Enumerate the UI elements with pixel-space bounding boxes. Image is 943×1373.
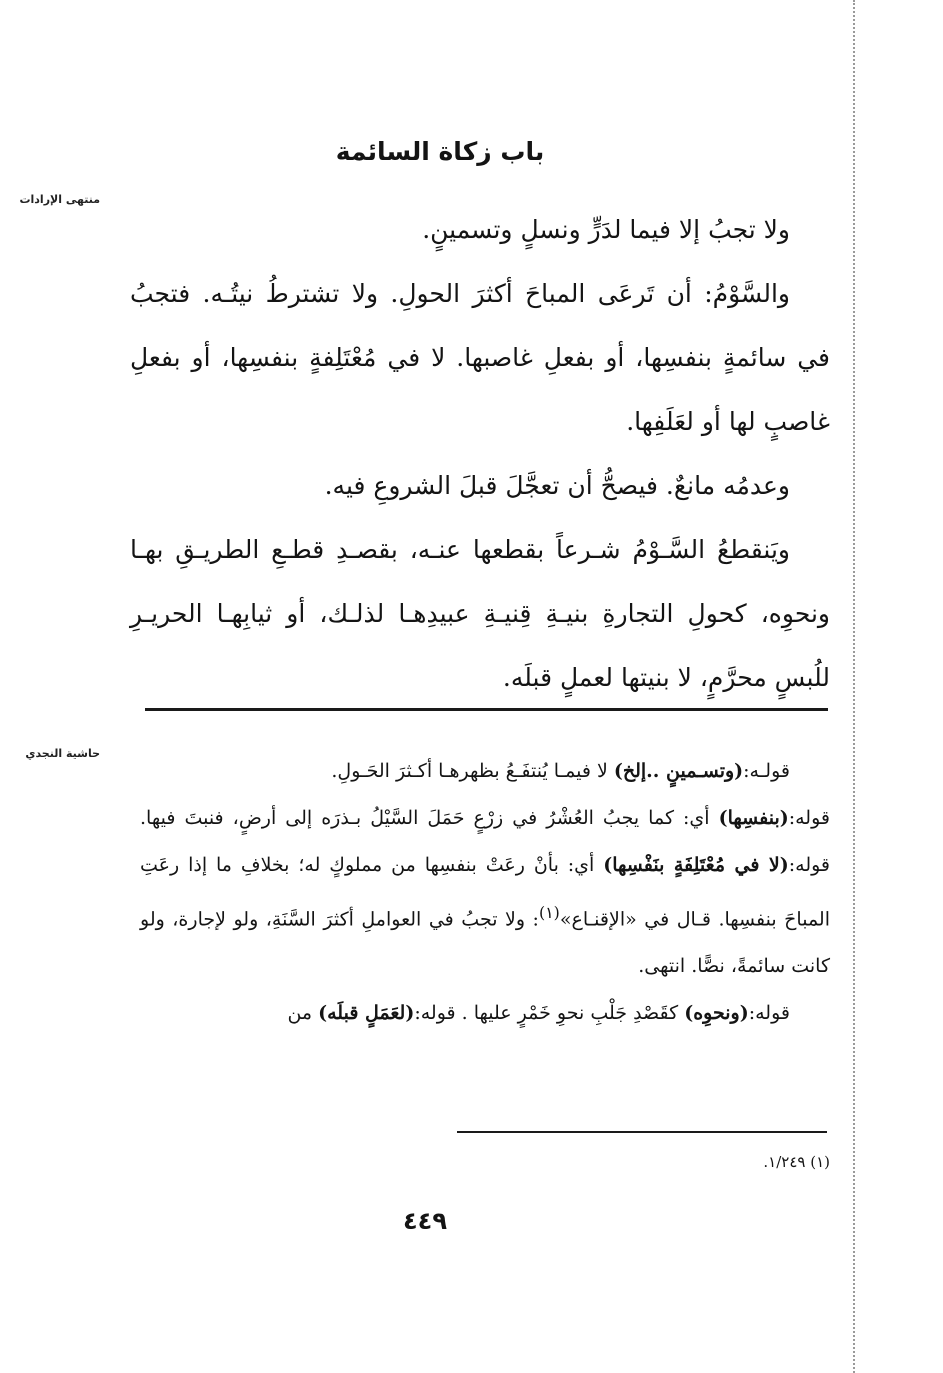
margin-label-commentary: حاشية النجدي	[25, 747, 100, 760]
main-paragraph-4: ويَنقطعُ السَّـوْمُ شـرعاً بقطعها عنـه، بقصـدِ قطـعِ الطريـقِ بهـا ونحوِه، كحولِ التجارةِ بنيـةِ قِنيـةِ عبيدِهـا لذلـك، أو ثيابِهـا الحريـرِ للُبسٍ محرَّمٍ، لا بنيتها لعملٍ قبلَه.	[130, 535, 830, 692]
section-divider	[145, 708, 828, 711]
note-2-text-3: : ولا تجبُ في العواملِ أكثرَ السَّنَةِ، ولو لإجارة، ولو كانت سائمةً، نصًّا. انتهى.	[140, 908, 830, 978]
note-2-keyword: (بنفسِها)	[718, 807, 789, 829]
note-3-text-2: من	[287, 1002, 319, 1025]
footnote-reference[interactable]: (١)	[538, 903, 560, 922]
main-text	[130, 198, 830, 710]
note-2-lead: قوله:	[788, 807, 830, 829]
note-1-text: لا فيمـا يُنتفَـعُ بظهرهـا أكـثرَ الحَـولِ.	[331, 760, 614, 782]
note-3-text: كقَصْدِ جَلْبِ نحوِ خَمْرٍ عليها . قوله:	[414, 1002, 685, 1025]
note-3-keyword-2: (لعَمَلٍ قبلَه)	[318, 1002, 415, 1025]
note-3	[140, 990, 830, 1037]
main-paragraph-1: ولا تجبُ إلا فيما لدَرٍّ ونسلٍ وتسمينٍ.	[422, 215, 790, 244]
chapter-title: باب زكاة السائمة	[335, 137, 545, 166]
page-edge-dotted-line	[853, 0, 855, 1373]
note-2-text: أي: كما يجبُ العُشْرُ في زرْعٍ حَمَلَ السَّيْلُ بـذرَه إلى أرضٍ، فنبتَ فيها. قوله:	[140, 807, 831, 876]
note-3-keyword: (ونحوِه)	[684, 1002, 749, 1025]
note-1-lead: قولـه:	[743, 760, 790, 782]
commentary-notes	[140, 748, 830, 1037]
margin-label-main-text: منتهى الإرادات	[19, 193, 100, 206]
page-number: ٤٤٩	[403, 1207, 447, 1235]
note-1	[140, 748, 830, 795]
footnote: (١) ١/٢٤٩.	[763, 1153, 830, 1171]
main-paragraph-3: وعدمُه مانعٌ. فيصحُّ أن تعجَّلَ قبلَ الشروعِ فيه.	[324, 471, 790, 500]
note-3-lead: قوله:	[748, 1002, 790, 1025]
note-2	[140, 795, 830, 990]
footnote-divider	[457, 1131, 827, 1133]
note-2-text-2: أي: بأنْ رعَتْ بنفسِها من مملوكٍ له؛ بخلافِ ما إذا رعَتِ المباحَ بنفسِها. قـال في «الإقنـاع»	[140, 854, 830, 931]
note-2-keyword-2: (لا في مُعْتَلِفَةٍ بنَفْسِها)	[603, 854, 789, 876]
note-1-keyword: (وتسـمينٍ ..إلخ)	[613, 760, 744, 782]
main-paragraph-2: والسَّوْمُ: أن تَرعَى المباحَ أكثرَ الحولِ. ولا تشترطُ نيتُـه. فتجبُ في سائمةٍ بنفسِها، أو بفعلِ غاصبها. لا في مُعْتَلِفةٍ بنفسِها، أو بفعلِ غاصبٍ لها أو لعَلَفِها.	[130, 279, 830, 436]
